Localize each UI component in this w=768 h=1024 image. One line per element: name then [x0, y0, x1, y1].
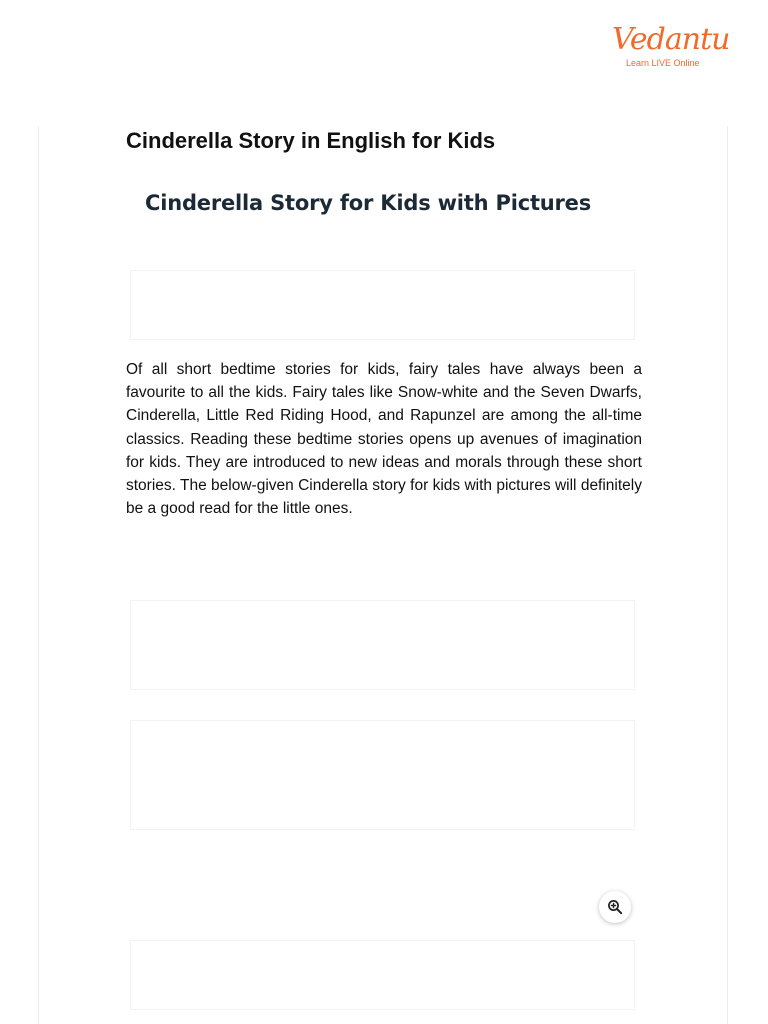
page-title: Cinderella Story in English for Kids	[126, 128, 496, 153]
faint-frame	[130, 600, 635, 690]
logo-tagline: Learn LIVE Online	[626, 58, 700, 68]
vedantu-logo[interactable]	[612, 22, 730, 68]
logo-wordmark: Vedantu	[612, 22, 730, 57]
faint-frame	[130, 720, 635, 830]
faint-frame	[130, 940, 635, 1010]
intro-paragraph: Of all short bedtime stories for kids, fairy tales have always been a favourite to all the kids. Fairy tales like Snow-white and the Seven Dwarfs, Cinderella, Little Red Riding Hood, and Rapunzel are among the all-time classics. Reading these bedtime stories opens up avenues of imagination for kids. They are introduced to new ideas and morals through these short stories. The below-given Cinderella story for kids with pictures will definitely be a good read for the little ones.	[126, 361, 642, 518]
zoom-in-button[interactable]	[599, 891, 631, 923]
section-subtitle: Cinderella Story for Kids with Pictures	[145, 191, 592, 215]
page-border	[38, 126, 728, 1024]
faint-frame	[130, 270, 635, 340]
zoom-in-icon	[607, 899, 623, 915]
